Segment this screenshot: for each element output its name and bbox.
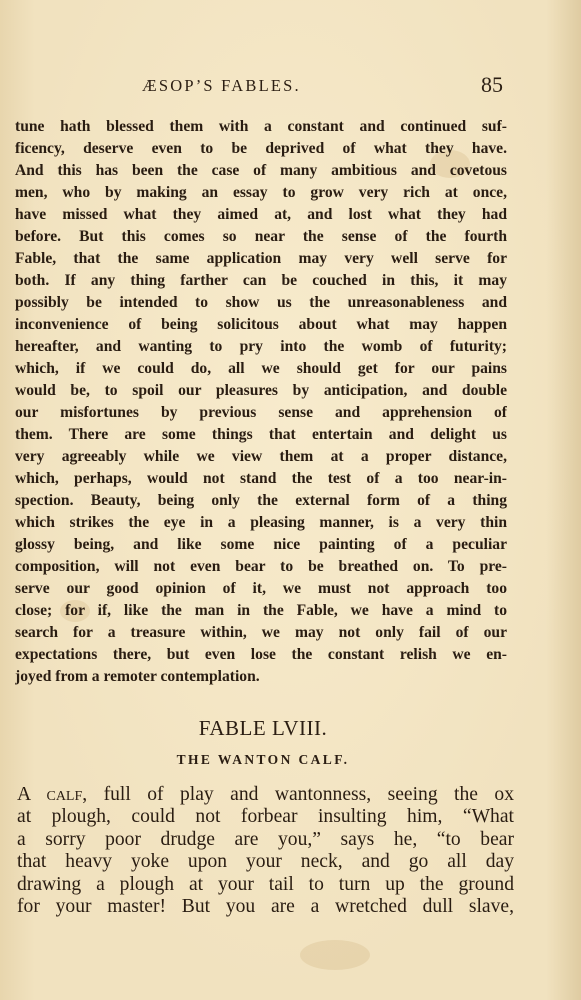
text-line: inconvenience of being solicitous about what may happen — [15, 316, 507, 333]
fable-line: drawing a plough at your tail to turn up the ground — [17, 873, 514, 895]
fable-text — [17, 784, 514, 918]
running-head — [0, 72, 581, 102]
text-line: men, who by making an essay to grow very rich at once, — [15, 184, 507, 201]
text-line: spection. Beauty, being only the external form of a thing — [15, 492, 507, 509]
fable-line: that heavy yoke upon your neck, and go all day — [17, 851, 514, 873]
fable-first-line — [17, 784, 514, 806]
text-line: close; for if, like the man in the Fable, we have a mind to — [15, 602, 507, 619]
running-title: ÆSOP’S FABLES. — [142, 76, 301, 95]
text-line: expectations there, but even lose the constant relish we en- — [15, 646, 507, 663]
fable-title: FABLE LVIII. — [198, 716, 328, 740]
text-line: them. There are some things that entertain and delight us — [15, 426, 507, 443]
fable-first-line-rest: full of play and wantonness, seeing the ox — [87, 784, 514, 805]
paper-stain — [300, 940, 370, 970]
text-line: possibly be intended to show us the unreasonableness and — [15, 294, 507, 311]
body-text — [15, 116, 507, 688]
text-line: And this has been the case of many ambitious and covetous — [15, 162, 507, 179]
text-line: serve our good opinion of it, we must not approach too — [15, 580, 507, 597]
text-line: tune hath blessed them with a constant and continued suf- — [15, 118, 507, 135]
text-line: would be, to spoil our pleasures by anticipation, and double — [15, 382, 507, 399]
text-line: joyed from a remoter contemplation. — [15, 668, 260, 685]
text-line: which, if we could do, all we should get for our pains — [15, 360, 507, 377]
text-line: both. If any thing farther can be couched in this, it may — [15, 272, 507, 289]
fable-line: a sorry poor drudge are you,” says he, “to bear — [17, 828, 514, 850]
page-number: 85 — [481, 72, 503, 97]
fable-line: for your master! But you are a wretched dull slave, — [17, 895, 514, 917]
text-line: have missed what they aimed at, and lost what they had — [15, 206, 507, 223]
text-line: glossy being, and like some nice painting of a peculiar — [15, 536, 507, 553]
text-line: before. But this comes so near the sense of the fourth — [15, 228, 507, 245]
text-line: which, perhaps, would not stand the test of a too near-in- — [15, 470, 507, 487]
text-line: Fable, that the same application may very well serve for — [15, 250, 507, 267]
fable-opening-word: A calf, — [17, 784, 88, 805]
text-line: which strikes the eye in a pleasing manner, is a very thin — [15, 514, 507, 531]
fable-subtitle: THE WANTON CALF. — [176, 752, 350, 767]
text-line: our misfortunes by previous sense and apprehension of — [15, 404, 507, 421]
text-line: composition, will not even bear to be breathed on. To pre- — [15, 558, 507, 575]
text-line: ficency, deserve even to be deprived of what they have. — [15, 140, 507, 157]
fable-line: at plough, could not forbear insulting him, “What — [17, 806, 514, 828]
text-line: very agreeably while we view them at a proper distance, — [15, 448, 507, 465]
text-line: hereafter, and wanting to pry into the womb of futurity; — [15, 338, 507, 355]
text-line: search for a treasure within, we may not only fail of our — [15, 624, 507, 641]
